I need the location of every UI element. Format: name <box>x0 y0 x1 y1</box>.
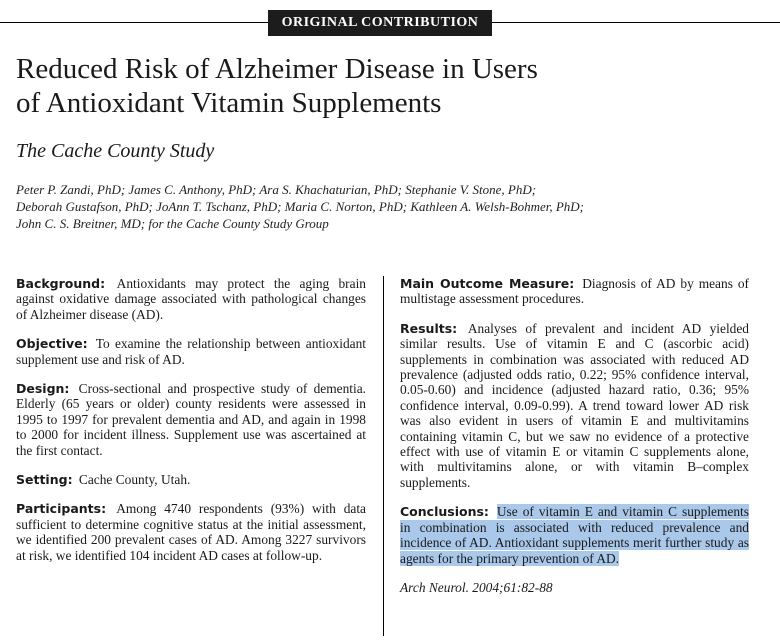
setting-heading: Setting: <box>16 472 73 488</box>
objective-text: To examine the relationship between antioxidant supplement use and risk of AD. <box>16 336 366 367</box>
article-subtitle: The Cache County Study <box>16 140 215 162</box>
participants-heading: Participants: <box>16 501 107 517</box>
results-heading: Results: <box>400 320 458 336</box>
abstract-main-outcome <box>400 276 749 307</box>
main-outcome-heading: Main Outcome Measure: <box>400 276 575 291</box>
section-label: ORIGINAL CONTRIBUTION <box>268 10 492 36</box>
results-text: Analyses of prevalent and incident AD yielded similar results. Use of vitamin E and C (ascorbic acid) supplements in combination was associated with reduced AD prevalence (adjusted odds ratio, 0.22; 95% confidence interval, 0.05-0.60) and incidence (adjusted hazard ratio, 0.36; 95% confidence interval, 0.09-0.99). A trend toward lower AD risk was also evident in users of vitamin E and multivitamins containing vitamin C, but we saw no evidence of a protective effect with use of vitamin E or vitamin C supplements alone, with multivitamins alone, or with vitamin B–complex supplements. <box>400 320 749 490</box>
abstract-participants <box>16 501 366 563</box>
author-line-3: John C. S. Breitner, MD; for the Cache County Study Group <box>16 216 329 231</box>
background-heading: Background: <box>16 276 106 291</box>
background-text: Antioxidants may protect the aging brain against oxidative damage associated with pathological changes of Alzheimer disease (AD). <box>16 276 367 322</box>
article-title <box>16 52 756 120</box>
objective-heading: Objective: <box>16 336 88 352</box>
abstract-objective <box>16 336 366 367</box>
abstract-conclusions <box>400 504 749 566</box>
author-line-1: Peter P. Zandi, PhD; James C. Anthony, PhD; Ara S. Khachaturian, PhD; Stephanie V. Stone, PhD; <box>16 182 537 197</box>
main-outcome-text: Diagnosis of AD by means of multistage assessment procedures. <box>400 276 750 307</box>
design-text: Cross-sectional and prospective study of dementia. Elderly (65 years or older) county residents were assessed in 1995 to 1997 for prevalent dementia and AD, and again in 1998 to 2000 for incident illness. Supplement use was ascertained at the first contact. <box>16 381 366 458</box>
abstract-left-column <box>16 276 366 577</box>
abstract-setting <box>16 472 366 487</box>
title-line-1: Reduced Risk of Alzheimer Disease in Users <box>16 53 538 85</box>
abstract-background <box>16 276 366 322</box>
abstract-design <box>16 381 366 458</box>
abstract-results <box>400 321 749 490</box>
title-line-2: of Antioxidant Vitamin Supplements <box>16 87 442 119</box>
column-divider <box>383 276 384 636</box>
participants-text: Among 4740 respondents (93%) with data sufficient to determine cognitive status at the initial assessment, we identified 200 prevalent cases of AD. Among 3227 survivors at risk, we identified 104 incident AD cases at follow-up. <box>16 501 366 563</box>
author-list <box>16 181 756 232</box>
abstract-right-column <box>400 276 749 609</box>
conclusions-text-highlighted[interactable]: Use of vitamin E and vitamin C supplements in combination is associated with reduced prevalence and incidence of AD. Antioxidant supplements merit further study as agents for the primary prevention of AD. <box>400 504 749 566</box>
journal-citation: Arch Neurol. 2004;61:82-88 <box>400 579 553 595</box>
design-heading: Design: <box>16 381 70 397</box>
conclusions-heading: Conclusions: <box>400 504 489 520</box>
author-line-2: Deborah Gustafson, PhD; JoAnn T. Tschanz, PhD; Maria C. Norton, PhD; Kathleen A. Welsh-Bohmer, PhD; <box>16 199 585 214</box>
setting-text: Cache County, Utah. <box>78 472 191 488</box>
